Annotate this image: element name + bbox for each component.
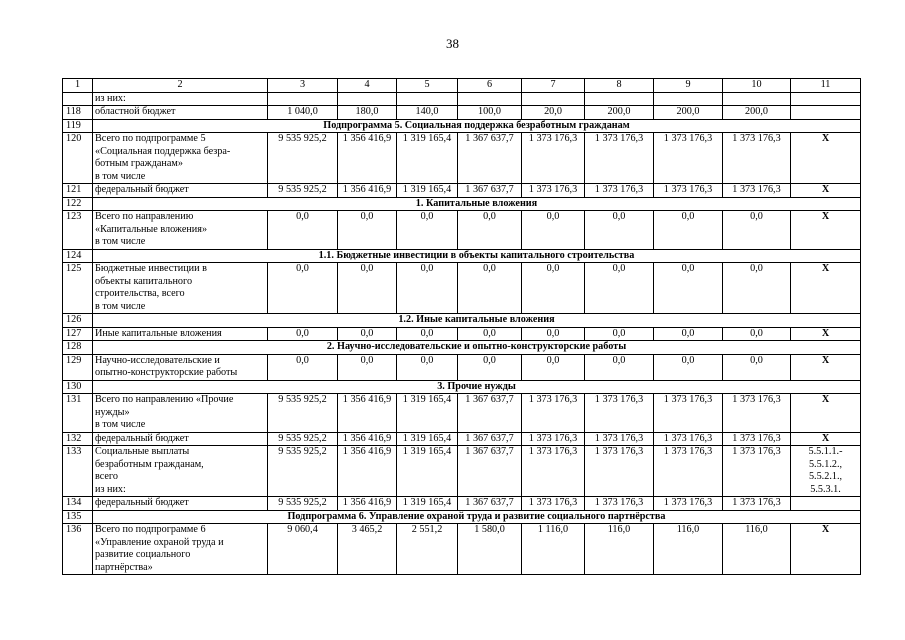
value-cell: 1 319 165,4 — [397, 432, 458, 446]
value-cell: 1 040,0 — [268, 106, 338, 120]
value-cell: 1 319 165,4 — [397, 394, 458, 433]
value-cell: 1 373 176,3 — [585, 184, 654, 198]
value-cell: 9 535 925,2 — [268, 497, 338, 511]
value-cell: 200,0 — [654, 106, 723, 120]
value-cell: 0,0 — [585, 327, 654, 341]
row-description: Бюджетные инвестиции в объекты капитального строительства, всего в том числе — [93, 263, 268, 314]
value-cell: 1 356 416,9 — [338, 497, 397, 511]
section-row — [63, 314, 861, 328]
value-cell: 1 373 176,3 — [522, 133, 585, 184]
value-cell: 0,0 — [522, 354, 585, 380]
row-number: 121 — [63, 184, 93, 198]
table-row — [63, 327, 861, 341]
section-title: 1. Капитальные вложения — [93, 197, 861, 211]
table-row — [63, 524, 861, 575]
column-header: 2 — [93, 79, 268, 93]
value-cell: 1 373 176,3 — [723, 497, 791, 511]
value-cell: 0,0 — [654, 263, 723, 314]
row-description: Всего по подпрограмме 5 «Социальная поддержка безра- ботным гражданам» в том числе — [93, 133, 268, 184]
row-description: Всего по подпрограмме 6 «Управление охраной труда и развитие социального партнёрства» — [93, 524, 268, 575]
value-cell: 1 373 176,3 — [723, 446, 791, 497]
value-cell: 0,0 — [654, 327, 723, 341]
value-cell: 1 319 165,4 — [397, 497, 458, 511]
section-row — [63, 249, 861, 263]
row-number: 119 — [63, 119, 93, 133]
value-cell: 1 373 176,3 — [585, 432, 654, 446]
value-cell — [397, 92, 458, 106]
value-cell: 0,0 — [268, 327, 338, 341]
value-cell — [458, 92, 522, 106]
row-number: 125 — [63, 263, 93, 314]
value-cell: 1 367 637,7 — [458, 497, 522, 511]
column-header: 4 — [338, 79, 397, 93]
reference-cell: Х — [791, 432, 861, 446]
reference-cell: Х — [791, 211, 861, 250]
value-cell: 1 319 165,4 — [397, 133, 458, 184]
value-cell: 0,0 — [522, 327, 585, 341]
section-title: 1.1. Бюджетные инвестиции в объекты капитального строительства — [93, 249, 861, 263]
row-description: Всего по направлению «Капитальные вложения» в том числе — [93, 211, 268, 250]
row-number: 124 — [63, 249, 93, 263]
table-row — [63, 92, 861, 106]
value-cell: 0,0 — [585, 211, 654, 250]
table-row — [63, 133, 861, 184]
value-cell: 1 356 416,9 — [338, 432, 397, 446]
table-row — [63, 354, 861, 380]
value-cell: 1 367 637,7 — [458, 184, 522, 198]
value-cell: 0,0 — [723, 263, 791, 314]
reference-cell: Х — [791, 394, 861, 433]
value-cell: 3 465,2 — [338, 524, 397, 575]
table-row — [63, 211, 861, 250]
value-cell: 1 373 176,3 — [585, 446, 654, 497]
budget-table — [62, 78, 861, 575]
row-number: 126 — [63, 314, 93, 328]
value-cell: 1 373 176,3 — [723, 432, 791, 446]
reference-cell: Х — [791, 327, 861, 341]
value-cell: 1 367 637,7 — [458, 432, 522, 446]
value-cell: 0,0 — [654, 354, 723, 380]
row-description: областной бюджет — [93, 106, 268, 120]
value-cell: 2 551,2 — [397, 524, 458, 575]
section-title: 1.2. Иные капитальные вложения — [93, 314, 861, 328]
value-cell — [268, 92, 338, 106]
column-header: 6 — [458, 79, 522, 93]
row-description: Научно-исследовательские и опытно-конструкторские работы — [93, 354, 268, 380]
value-cell: 1 373 176,3 — [522, 497, 585, 511]
value-cell: 0,0 — [397, 354, 458, 380]
value-cell — [338, 92, 397, 106]
value-cell: 0,0 — [723, 327, 791, 341]
value-cell: 9 060,4 — [268, 524, 338, 575]
value-cell: 1 319 165,4 — [397, 446, 458, 497]
value-cell: 0,0 — [397, 327, 458, 341]
value-cell: 0,0 — [723, 354, 791, 380]
table-row — [63, 394, 861, 433]
row-number: 129 — [63, 354, 93, 380]
value-cell: 1 373 176,3 — [723, 133, 791, 184]
row-number — [63, 92, 93, 106]
row-description: федеральный бюджет — [93, 184, 268, 198]
value-cell: 1 356 416,9 — [338, 184, 397, 198]
column-header: 7 — [522, 79, 585, 93]
reference-cell: 5.5.1.1.- 5.5.1.2., 5.5.2.1., 5.5.3.1. — [791, 446, 861, 497]
section-row — [63, 380, 861, 394]
value-cell: 140,0 — [397, 106, 458, 120]
value-cell: 1 373 176,3 — [585, 394, 654, 433]
table-row — [63, 446, 861, 497]
value-cell: 1 373 176,3 — [654, 497, 723, 511]
value-cell: 1 373 176,3 — [654, 394, 723, 433]
section-row — [63, 510, 861, 524]
value-cell: 0,0 — [268, 263, 338, 314]
row-number: 135 — [63, 510, 93, 524]
value-cell: 1 373 176,3 — [522, 394, 585, 433]
row-number: 132 — [63, 432, 93, 446]
row-number: 120 — [63, 133, 93, 184]
value-cell: 116,0 — [723, 524, 791, 575]
column-header: 1 — [63, 79, 93, 93]
value-cell: 0,0 — [397, 263, 458, 314]
value-cell: 1 367 637,7 — [458, 446, 522, 497]
row-number: 130 — [63, 380, 93, 394]
value-cell: 9 535 925,2 — [268, 184, 338, 198]
header-row — [63, 79, 861, 93]
row-number: 122 — [63, 197, 93, 211]
row-number: 118 — [63, 106, 93, 120]
page-number: 38 — [446, 36, 459, 51]
reference-cell — [791, 92, 861, 106]
column-header: 11 — [791, 79, 861, 93]
reference-cell: Х — [791, 133, 861, 184]
row-number: 133 — [63, 446, 93, 497]
reference-cell: Х — [791, 354, 861, 380]
value-cell: 0,0 — [338, 327, 397, 341]
value-cell: 0,0 — [458, 327, 522, 341]
row-number: 123 — [63, 211, 93, 250]
value-cell — [723, 92, 791, 106]
value-cell: 0,0 — [338, 211, 397, 250]
row-description: из них: — [93, 92, 268, 106]
value-cell: 0,0 — [268, 354, 338, 380]
value-cell: 1 116,0 — [522, 524, 585, 575]
value-cell: 200,0 — [585, 106, 654, 120]
value-cell: 0,0 — [723, 211, 791, 250]
value-cell: 1 373 176,3 — [654, 432, 723, 446]
value-cell: 0,0 — [654, 211, 723, 250]
table-row — [63, 497, 861, 511]
value-cell: 1 356 416,9 — [338, 133, 397, 184]
value-cell: 1 356 416,9 — [338, 446, 397, 497]
reference-cell: Х — [791, 524, 861, 575]
value-cell: 1 580,0 — [458, 524, 522, 575]
row-number: 128 — [63, 341, 93, 355]
row-number: 136 — [63, 524, 93, 575]
section-title: 3. Прочие нужды — [93, 380, 861, 394]
row-description: Социальные выплаты безработным гражданам, всего из них: — [93, 446, 268, 497]
value-cell: 1 373 176,3 — [723, 184, 791, 198]
row-description: федеральный бюджет — [93, 497, 268, 511]
value-cell: 1 373 176,3 — [654, 133, 723, 184]
value-cell: 1 373 176,3 — [585, 133, 654, 184]
section-title: Подпрограмма 5. Социальная поддержка безработным гражданам — [93, 119, 861, 133]
section-title: Подпрограмма 6. Управление охраной труда и развитие социального партнёрства — [93, 510, 861, 524]
row-description: федеральный бюджет — [93, 432, 268, 446]
value-cell: 0,0 — [458, 354, 522, 380]
section-row — [63, 119, 861, 133]
value-cell: 1 367 637,7 — [458, 394, 522, 433]
value-cell — [585, 92, 654, 106]
value-cell: 1 356 416,9 — [338, 394, 397, 433]
value-cell: 100,0 — [458, 106, 522, 120]
value-cell: 1 373 176,3 — [723, 394, 791, 433]
row-description: Иные капитальные вложения — [93, 327, 268, 341]
table-body — [63, 79, 861, 575]
table-row — [63, 184, 861, 198]
value-cell — [654, 92, 723, 106]
value-cell: 1 373 176,3 — [654, 184, 723, 198]
value-cell: 1 319 165,4 — [397, 184, 458, 198]
row-description: Всего по направлению «Прочие нужды» в том числе — [93, 394, 268, 433]
reference-cell: Х — [791, 184, 861, 198]
value-cell: 9 535 925,2 — [268, 446, 338, 497]
section-title: 2. Научно-исследовательские и опытно-конструкторские работы — [93, 341, 861, 355]
row-number: 131 — [63, 394, 93, 433]
value-cell: 116,0 — [585, 524, 654, 575]
value-cell: 1 367 637,7 — [458, 133, 522, 184]
reference-cell — [791, 106, 861, 120]
column-header: 8 — [585, 79, 654, 93]
value-cell: 1 373 176,3 — [522, 432, 585, 446]
value-cell: 1 373 176,3 — [585, 497, 654, 511]
value-cell — [522, 92, 585, 106]
value-cell: 180,0 — [338, 106, 397, 120]
value-cell: 9 535 925,2 — [268, 394, 338, 433]
section-row — [63, 197, 861, 211]
value-cell: 0,0 — [522, 263, 585, 314]
value-cell: 1 373 176,3 — [654, 446, 723, 497]
value-cell: 0,0 — [522, 211, 585, 250]
value-cell: 0,0 — [585, 354, 654, 380]
row-number: 134 — [63, 497, 93, 511]
value-cell: 1 373 176,3 — [522, 446, 585, 497]
value-cell: 200,0 — [723, 106, 791, 120]
value-cell: 0,0 — [338, 354, 397, 380]
column-header: 5 — [397, 79, 458, 93]
value-cell: 0,0 — [585, 263, 654, 314]
value-cell: 0,0 — [458, 263, 522, 314]
table-row — [63, 432, 861, 446]
value-cell: 20,0 — [522, 106, 585, 120]
column-header: 9 — [654, 79, 723, 93]
value-cell: 0,0 — [338, 263, 397, 314]
section-row — [63, 341, 861, 355]
value-cell: 0,0 — [458, 211, 522, 250]
value-cell: 9 535 925,2 — [268, 432, 338, 446]
value-cell: 0,0 — [397, 211, 458, 250]
reference-cell — [791, 497, 861, 511]
value-cell: 9 535 925,2 — [268, 133, 338, 184]
reference-cell: Х — [791, 263, 861, 314]
row-number: 127 — [63, 327, 93, 341]
column-header: 10 — [723, 79, 791, 93]
value-cell: 1 373 176,3 — [522, 184, 585, 198]
table-row — [63, 106, 861, 120]
column-header: 3 — [268, 79, 338, 93]
value-cell: 0,0 — [268, 211, 338, 250]
table-row — [63, 263, 861, 314]
value-cell: 116,0 — [654, 524, 723, 575]
